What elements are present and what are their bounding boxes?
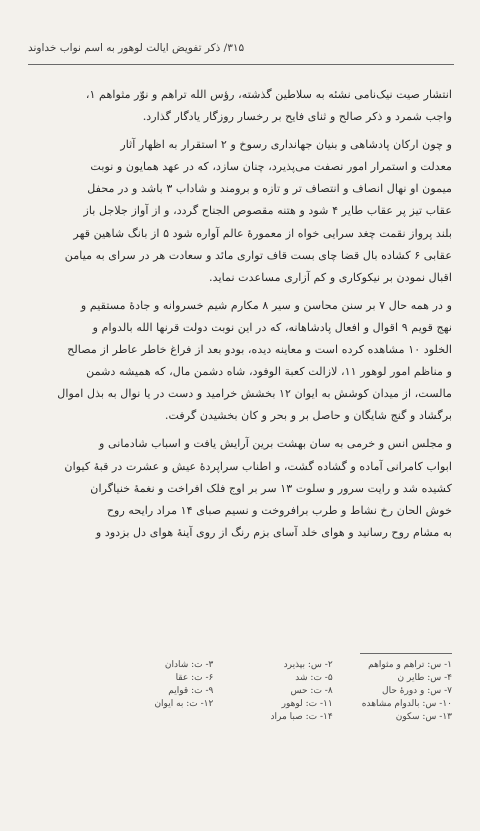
- text-line: انتشار صیت نیک‌نامی نشئه به سلاطین گذشته، رؤس الله تراهم و نوّر مثواهم ۱،: [85, 88, 452, 101]
- footnote: ۲- س: بپذیرد: [283, 660, 333, 670]
- text-line: معدلت و استمرار امور نصفت می‌پذیرد، چنان سازد، که در عهد همایون و نوبت: [90, 160, 452, 174]
- paragraph: [30, 433, 452, 543]
- text-line: کشیده شد و رایت سرور و سلوت ۱۳ سر بر اوج فلک افراخت و نغمهٔ خنیاگران: [90, 481, 452, 495]
- text-line: و در همه حال ۷ بر سنن محاسن و سیر ۸ مکارم شیم خسروانه و جادهٔ مستقیم و: [80, 298, 452, 312]
- text-line: خوش الحان رخ نشاط و طرب برافروخت و نسیم صبای ۱۴ مراد رایحه روح: [106, 503, 452, 517]
- text-line: عقابی ۶ کشاده بال قضا چای بست قاف تواری مائد و سعادت هر در سرای به میامن: [64, 248, 452, 262]
- text-line: عقاب تیز پر عقاب طایر ۴ شود و هتنه مقصوص الجناح گردد، و از آواز جلاجل باز: [83, 204, 452, 218]
- text-line: میمون او نهال انصاف و انتصاف تر و تازه و برومند و شاداب ۳ باشد و در محفل: [87, 182, 452, 196]
- running-title: ۳۱۵/ ذکر تفویض ایالت لوهور به اسم نواب خداوند: [28, 42, 245, 54]
- text-line: مالست، از میدان کوشش به ایوان ۱۲ بخشش خرامید و دست در یا نوال به بذل اموال: [57, 387, 452, 401]
- paragraph: [30, 84, 452, 128]
- footnote: ۳- ت: شادان: [164, 660, 214, 670]
- text-line: نهج قویم ۹ اقوال و افعال پادشاهانه، که در این نوبت دولت قرنها الله بالدوام و: [92, 320, 452, 334]
- footnote: ۸- ت: حس: [290, 686, 333, 696]
- body-text: [30, 84, 452, 544]
- text-line: و مناظم امور لوهور ۱۱، لازالت کعبة الوفود، شاه دشمن مال، که همیشه دشمن: [86, 365, 452, 379]
- footnote: ۱- س: تراهم و مثواهم: [368, 660, 452, 670]
- footnote: ۱۴- ت: صبا مراد: [270, 712, 333, 722]
- footnote: ۱۱- ت: لوهور: [281, 699, 333, 709]
- text-line: اقبال نمودن بر نیکوکاری و کم آزاری مساعدت نماید.: [209, 270, 452, 284]
- footnote: ۴- س: طایر ن: [397, 673, 452, 683]
- running-header: [28, 42, 454, 54]
- footnote: ۱۰- س: بالدوام مشاهده: [361, 699, 452, 709]
- footnote: ۵- ت: شد: [295, 673, 333, 683]
- text-line: و چون ارکان پادشاهی و بنیان جهانداری رسوخ و ۲ استقرار به اظهار آثار: [120, 138, 452, 152]
- header-divider: [28, 64, 454, 65]
- text-line: و مجلس انس و خرمی به سان بهشت برین آرایش یافت و اسباب شادمانی و: [99, 437, 452, 451]
- text-line: واجب شمرد و ذکر صالح و ثنای فایح بر رخسار روزگار یادگار گذارد.: [142, 110, 452, 124]
- footnote: ۷- س: و دورهٔ حال: [382, 686, 452, 696]
- paragraph: [30, 134, 452, 289]
- footnote-divider: [360, 653, 452, 654]
- text-line: ابواب کامرانی آماده و گشاده گشت، و اطناب سراپردهٔ عیش و عشرت در قبهٔ کیوان: [64, 459, 452, 473]
- footnote: ۱۳- س: سکون: [395, 712, 452, 722]
- text-line: به مشام روح رسانید و هوای خلد آسای بزم رنگ از روی آینهٔ هوای دل بزدود و: [95, 525, 452, 539]
- text-line: برگشاد و گنج شایگان و حاصل بر و بحر و کان بخشیدن گرفت.: [164, 409, 452, 423]
- footnote: ۱۲- ت: به ایوان: [154, 699, 214, 709]
- footnote: ۶- ت: عقا: [175, 673, 214, 683]
- text-line: بلند پرواز نقمت چغد سرایی خواه از معمورهٔ عالم آواره شود ۵ از بانگ شاهین قهر: [73, 226, 452, 240]
- text-line: الخلود ۱۰ مشاهده کرده است و معاینه دیده، بودو بعد از فراغ خاطر عاطر از مصالح: [67, 343, 452, 357]
- footnotes: [120, 660, 452, 722]
- paragraph: [30, 295, 452, 428]
- footnote: ۹- ت: قوایم: [168, 686, 214, 696]
